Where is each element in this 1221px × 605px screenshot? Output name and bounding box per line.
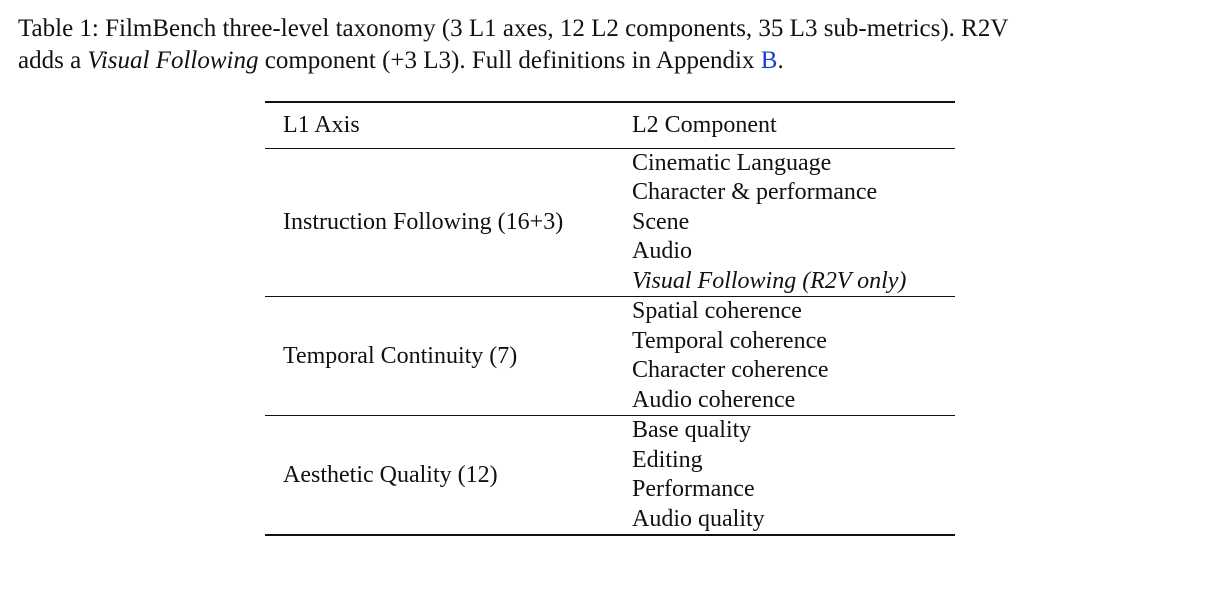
column-header-l2-component: L2 Component bbox=[632, 111, 777, 138]
l2-component: Character coherence bbox=[632, 357, 829, 383]
table-header-row bbox=[265, 102, 955, 148]
l2-component: Character & performance bbox=[632, 179, 878, 205]
caption-text: adds a bbox=[18, 47, 88, 74]
l2-component: Cinematic Language bbox=[632, 149, 832, 176]
table-caption bbox=[18, 13, 1213, 77]
caption-italic-term: Visual Following bbox=[87, 47, 259, 74]
table-row bbox=[265, 148, 955, 297]
taxonomy-table bbox=[265, 101, 955, 536]
l2-component: Editing bbox=[632, 446, 703, 473]
l2-component: Visual Following (R2V only) bbox=[632, 267, 907, 294]
table-row bbox=[265, 416, 955, 536]
column-header-l1-axis: L1 Axis bbox=[283, 111, 360, 138]
caption-line-2 bbox=[18, 45, 1213, 77]
l2-component: Audio quality bbox=[632, 505, 765, 532]
l1-axis-cell: Instruction Following (16+3) bbox=[283, 208, 564, 235]
caption-text: component (+3 L3). Full definitions in Appendix bbox=[258, 47, 761, 74]
l1-axis-cell: Temporal Continuity (7) bbox=[283, 342, 518, 369]
l2-component-cell bbox=[632, 416, 955, 536]
l2-component: Audio bbox=[632, 238, 692, 264]
caption-text: . bbox=[777, 47, 784, 74]
l2-component: Performance bbox=[632, 476, 755, 502]
l2-component: Temporal coherence bbox=[632, 327, 827, 354]
l2-component-list bbox=[632, 149, 955, 297]
l2-component: Base quality bbox=[632, 417, 752, 443]
l1-axis-cell: Aesthetic Quality (12) bbox=[283, 461, 498, 488]
caption-line-1: Table 1: FilmBench three-level taxonomy (3 L1 axes, 12 L2 components, 35 L3 sub-metrics). R2V bbox=[18, 15, 1009, 42]
l2-component-list bbox=[632, 297, 955, 415]
l2-component-list bbox=[632, 416, 955, 534]
table-row bbox=[265, 297, 955, 416]
appendix-link[interactable]: B bbox=[760, 47, 778, 74]
l2-component: Spatial coherence bbox=[632, 298, 802, 324]
l2-component-cell bbox=[632, 148, 955, 297]
l2-component: Audio coherence bbox=[632, 386, 796, 413]
l2-component-cell bbox=[632, 297, 955, 416]
l2-component: Scene bbox=[632, 208, 690, 235]
